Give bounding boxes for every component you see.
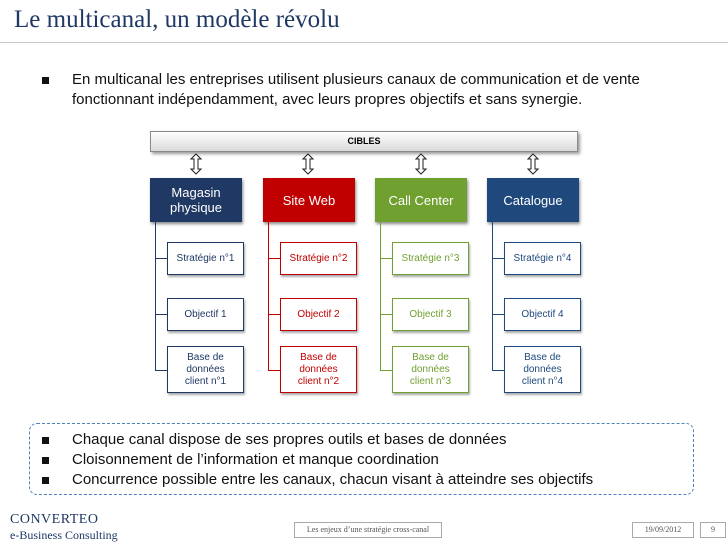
company-logo: CONVERTEO bbox=[10, 512, 99, 527]
strategy-box: Stratégie n°4 bbox=[504, 242, 581, 275]
bullet-square-icon bbox=[42, 437, 49, 444]
summary-bullet: Cloisonnement de l’information et manque coordination bbox=[42, 450, 682, 470]
double-arrow-icon bbox=[415, 153, 427, 175]
page-number: 9 bbox=[700, 522, 726, 538]
channel-connector bbox=[155, 222, 156, 370]
channel-name: Catalogue bbox=[503, 192, 563, 208]
company-tagline: e-Business Consulting bbox=[10, 528, 118, 542]
footer-date: 19/09/2012 bbox=[632, 522, 694, 538]
channel-connector bbox=[492, 222, 493, 370]
strategy-box: Stratégie n°3 bbox=[392, 242, 469, 275]
database-box: Base de données client n°4 bbox=[504, 346, 581, 393]
bullet-square-icon bbox=[42, 77, 49, 84]
objective-box: Objectif 2 bbox=[280, 298, 357, 331]
objective-box: Objectif 4 bbox=[504, 298, 581, 331]
objective-box: Objectif 1 bbox=[167, 298, 244, 331]
bullet-square-icon bbox=[42, 457, 49, 464]
database-box: Base de données client n°3 bbox=[392, 346, 469, 393]
channel-connector bbox=[268, 222, 269, 370]
intro-bullet bbox=[42, 70, 702, 110]
channel-name-line-1: Magasin bbox=[171, 185, 221, 200]
double-arrow-icon bbox=[527, 153, 539, 175]
summary-bullets bbox=[42, 430, 682, 490]
objective-box: Objectif 3 bbox=[392, 298, 469, 331]
channel-call-center bbox=[375, 178, 467, 222]
channel-name: Call Center bbox=[388, 192, 454, 208]
channel-site-web bbox=[263, 178, 355, 222]
channel-name: Site Web bbox=[282, 192, 336, 208]
channel-catalogue bbox=[487, 178, 579, 222]
double-arrow-icon bbox=[190, 153, 202, 175]
channel-name-line-2: physique bbox=[169, 200, 223, 215]
strategy-box: Stratégie n°2 bbox=[280, 242, 357, 275]
footer-presentation-title: Les enjeux d’une stratégie cross-canal bbox=[294, 522, 442, 538]
database-box: Base de données client n°1 bbox=[167, 346, 244, 393]
database-box: Base de données client n°2 bbox=[280, 346, 357, 393]
slide-title: Le multicanal, un modèle révolu bbox=[14, 6, 340, 33]
channel-magasin-physique bbox=[150, 178, 242, 222]
summary-bullet: Chaque canal dispose de ses propres outils et bases de données bbox=[42, 430, 682, 450]
summary-bullet: Concurrence possible entre les canaux, chacun visant à atteindre ses objectifs bbox=[42, 470, 682, 490]
intro-line-2: fonctionnant indépendamment, avec leurs propres objectifs et sans synergie. bbox=[72, 91, 583, 108]
double-arrow-icon bbox=[302, 153, 314, 175]
intro-line-1: En multicanal les entreprises utilisent plusieurs canaux de communication et de vente bbox=[72, 71, 640, 88]
bullet-square-icon bbox=[42, 477, 49, 484]
cibles-bar: CIBLES bbox=[150, 131, 578, 152]
strategy-box: Stratégie n°1 bbox=[167, 242, 244, 275]
channel-connector bbox=[380, 222, 381, 370]
title-divider bbox=[0, 42, 728, 43]
